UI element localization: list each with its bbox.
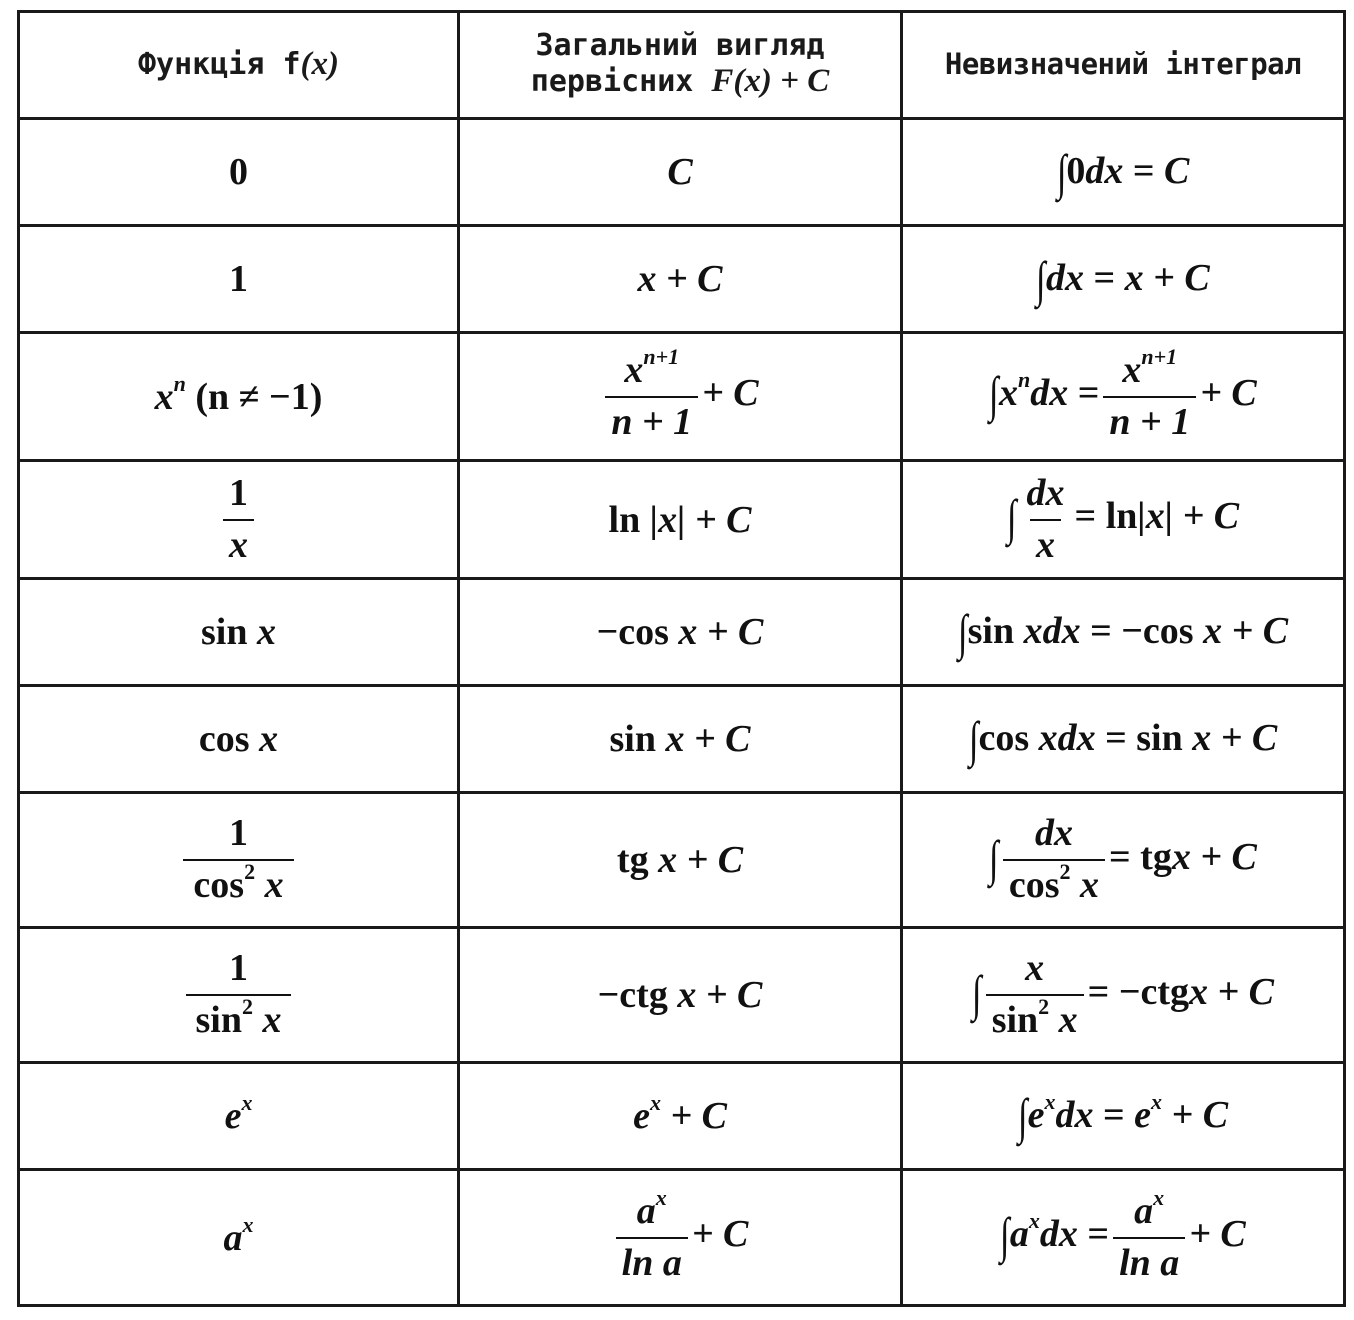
cell-integral: ∫dx = x + C: [902, 226, 1345, 333]
cell-integral: ∫cos xdx = sin x + C: [902, 686, 1345, 793]
cell-function: $x^n$ (n ≠ −1): [19, 333, 459, 461]
header-function: Функція f(x): [19, 12, 459, 119]
cell-antiderivative: tg x + C: [459, 793, 902, 928]
table-row: [19, 119, 1345, 226]
cell-integral: $\int a^xdx$ = $\frac{a^x}{\text{ln a}}$ + C: [902, 1170, 1345, 1306]
cell-integral: ∫0dx = C: [902, 119, 1345, 226]
cell-antiderivative: C: [459, 119, 902, 226]
header-indefinite-integral: Невизначений інтеграл: [902, 12, 1345, 119]
cell-integral: $\int e^xdx = e^x + C$: [902, 1063, 1345, 1170]
cell-function: $e^x$: [19, 1063, 459, 1170]
table-row: [19, 793, 1345, 928]
cell-integral: ∫ $\frac{x}{\sin^2 x}$ = −ctgx + C: [902, 928, 1345, 1063]
cell-integral: $\int x^ndx$ = $\frac{x^{n+1}}{n + 1}$ + C: [902, 333, 1345, 461]
cell-function: cos x: [19, 686, 459, 793]
cell-function: $\frac{1}{\cos^2 x}$: [19, 793, 459, 928]
cell-antiderivative: −ctg x + C: [459, 928, 902, 1063]
cell-antiderivative: sin x + C: [459, 686, 902, 793]
cell-antiderivative: $\frac{a^x}{\text{ln a}}$ + C: [459, 1170, 902, 1306]
table-row: [19, 226, 1345, 333]
table-row: [19, 579, 1345, 686]
table-row: [19, 1170, 1345, 1306]
cell-function: $a^x$: [19, 1170, 459, 1306]
cell-antiderivative: ln |x| + C: [459, 461, 902, 579]
cell-integral: ∫ $\frac{dx}{\cos^2 x}$ = tgx + C: [902, 793, 1345, 928]
cell-antiderivative: −cos x + C: [459, 579, 902, 686]
table-row: [19, 333, 1345, 461]
table-row: [19, 461, 1345, 579]
cell-antiderivative: $e^x + C$: [459, 1063, 902, 1170]
header-antiderivative: Загальний вигляд первісних F(x) + C: [459, 12, 902, 119]
cell-function: 0: [19, 119, 459, 226]
cell-function: $\frac{1}{\sin^2 x}$: [19, 928, 459, 1063]
cell-antiderivative: x + C: [459, 226, 902, 333]
table-row: [19, 928, 1345, 1063]
cell-antiderivative: $\frac{x^{n+1}}{n + 1}$ + C: [459, 333, 902, 461]
integrals-table: [17, 10, 1346, 1307]
cell-integral: ∫sin xdx = −cos x + C: [902, 579, 1345, 686]
cell-integral: ∫ $\frac{dx}{x}$ = ln|x| + C: [902, 461, 1345, 579]
table-row: [19, 1063, 1345, 1170]
table-row: [19, 686, 1345, 793]
header-row: [19, 12, 1345, 119]
cell-function: $\frac{1}{x}$: [19, 461, 459, 579]
cell-function: sin x: [19, 579, 459, 686]
cell-function: 1: [19, 226, 459, 333]
